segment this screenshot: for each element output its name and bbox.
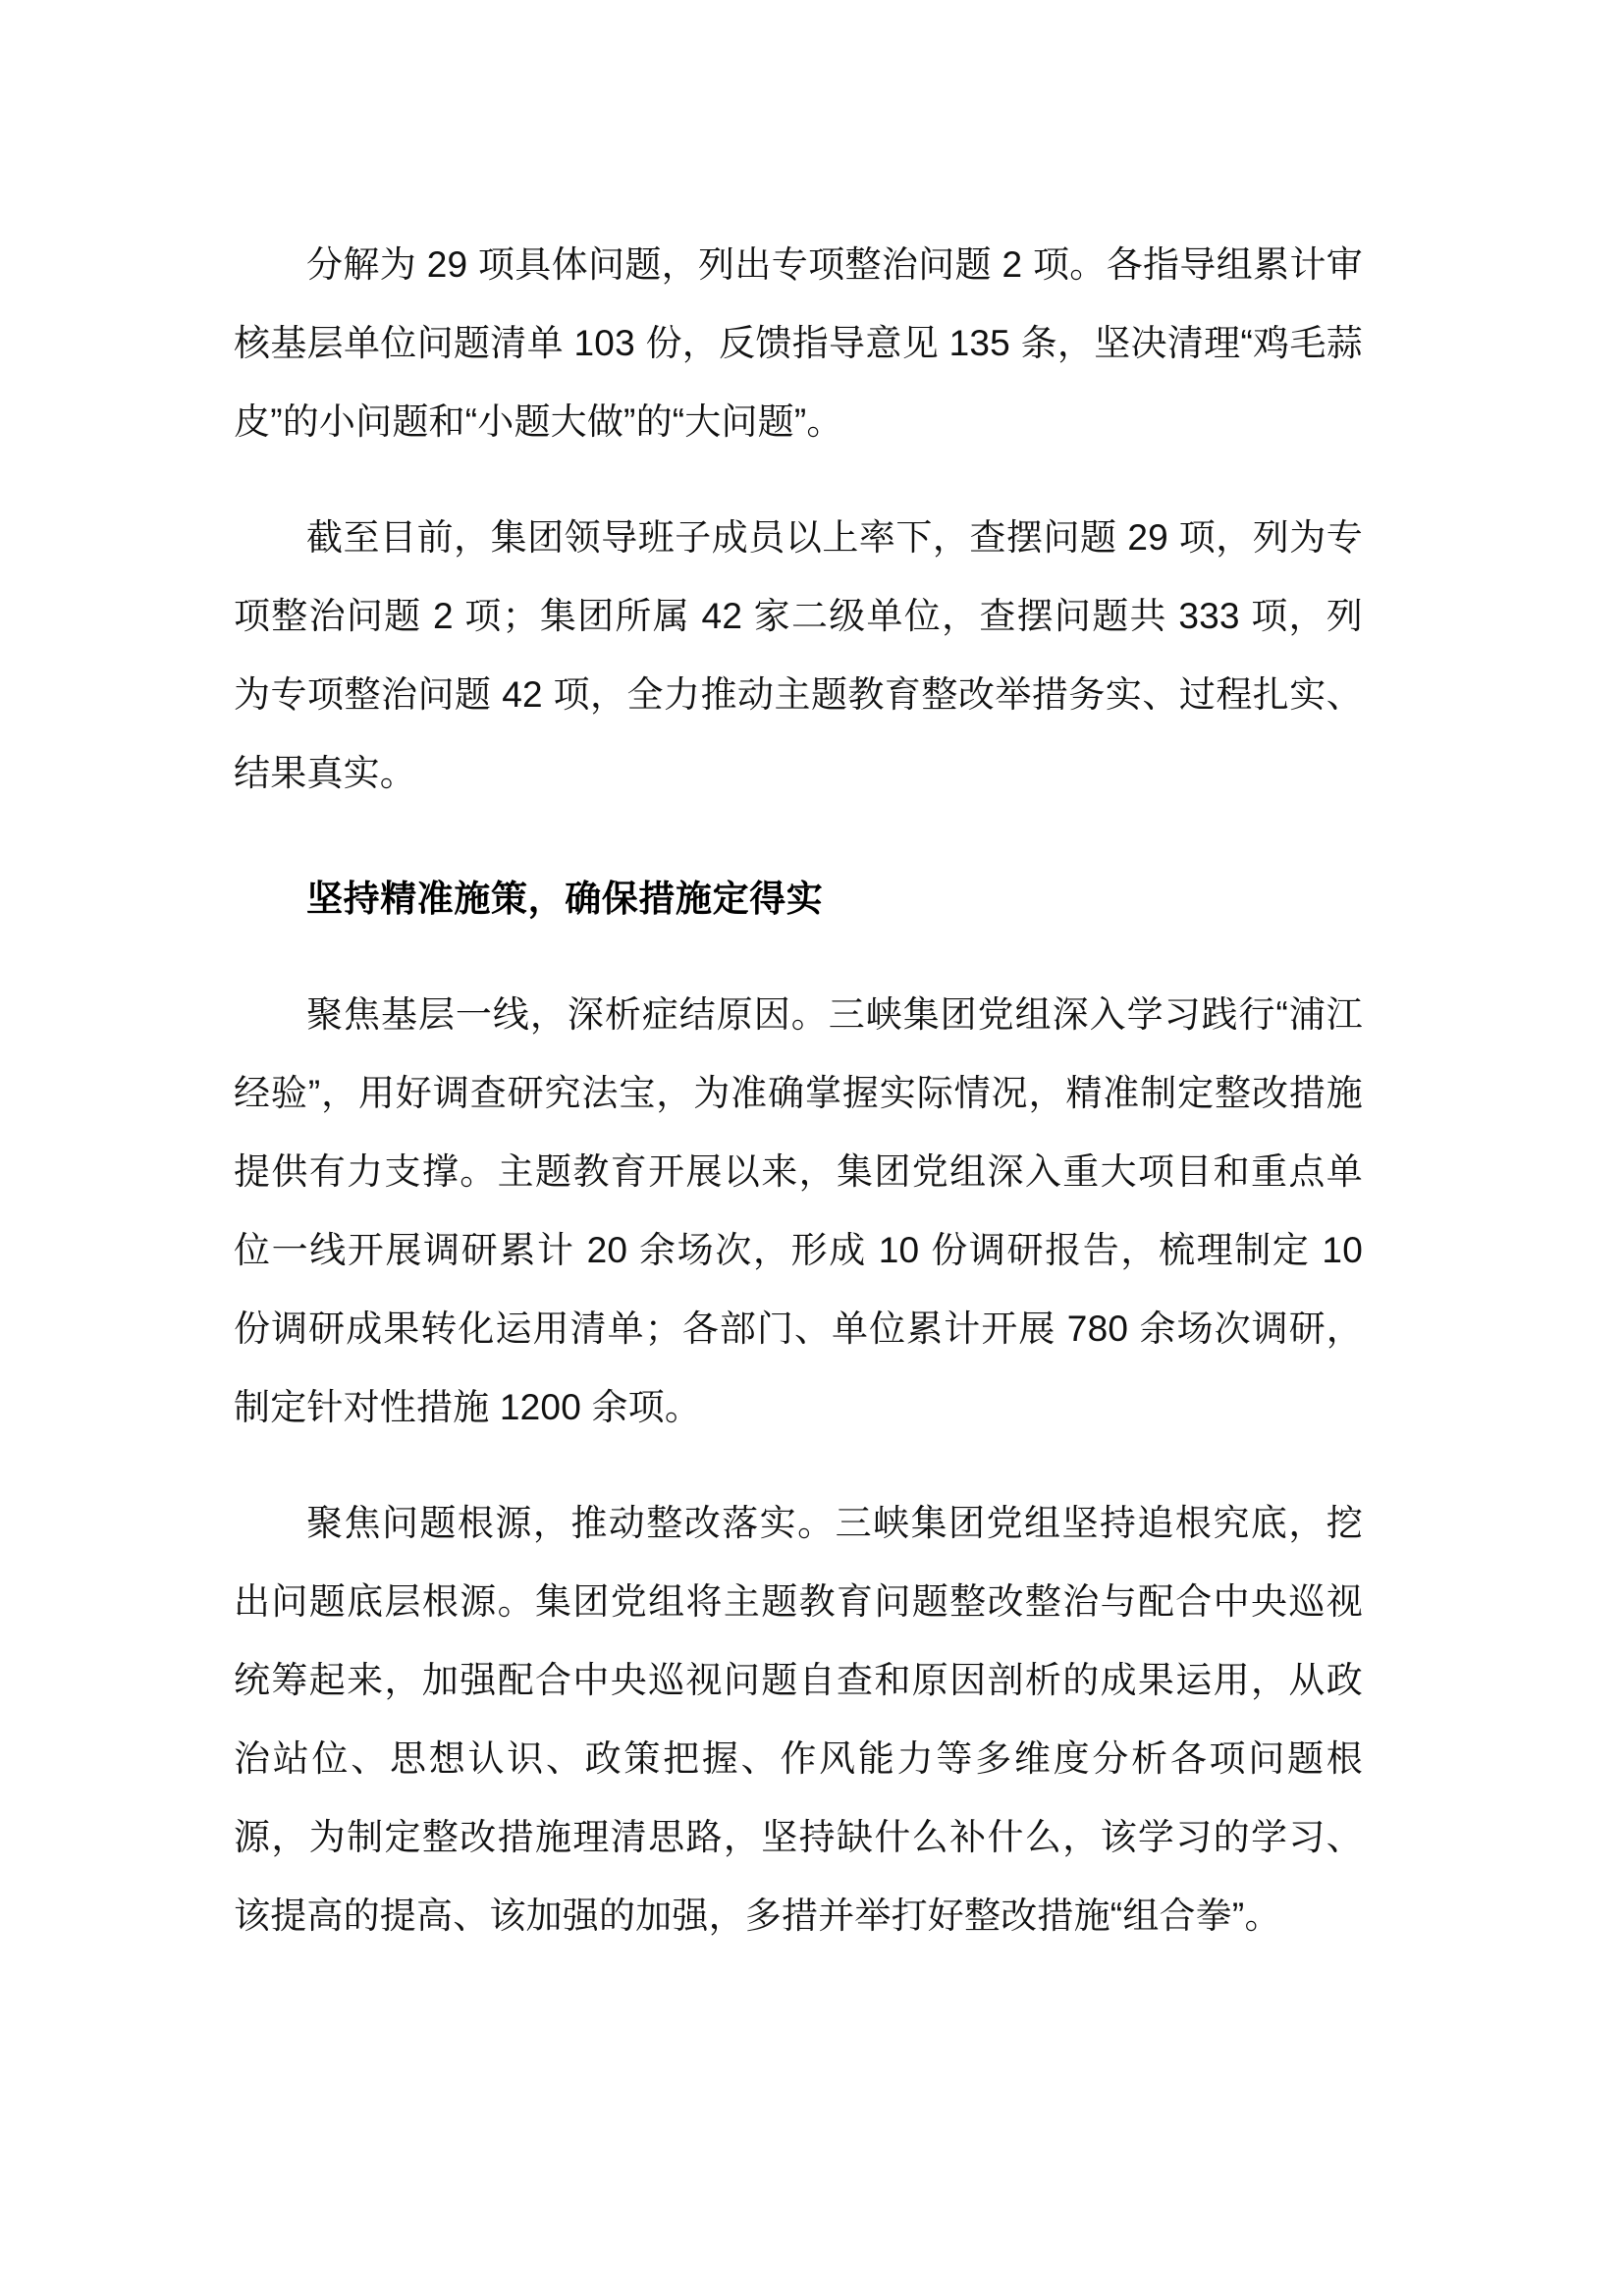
paragraph-grassroots-research: 聚焦基层一线，深析症结原因。三峡集团党组深入学习践行“浦江经验”，用好调查研究法宝，为准确掌握实际情况，精准制定整改措施提供有力支撑。主题教育开展以来，集团党组深入重大项目和重点单位一线开展调研累计 20 余场次，形成 10 份调研报告，梳理制定 10 份调研成果转化运用清单；各部门、单位累计开展 780 余场次调研，制定针对性措施 1200 余项。 [234,994,1363,1427]
paragraph-problem-breakdown: 分解为 29 项具体问题，列出专项整治问题 2 项。各指导组累计审核基层单位问题清单 103 份，反馈指导意见 135 条，坚决清理“鸡毛蒜皮”的小问题和“小题大做”的“大问题”。 [234,244,1363,442]
paragraph-current-status: 截至目前，集团领导班子成员以上率下，查摆问题 29 项，列为专项整治问题 2 项；集团所属 42 家二级单位，查摆问题共 333 项，列为专项整治问题 42 项，全力推动主题教育整改举措务实、过程扎实、结果真实。 [234,517,1363,793]
heading-precise-policy: 坚持精准施策，确保措施定得实 [306,879,824,919]
document-body [234,226,1363,1955]
paragraph-root-cause: 聚焦问题根源，推动整改落实。三峡集团党组坚持追根究底，挖出问题底层根源。集团党组将主题教育问题整改整治与配合中央巡视统筹起来，加强配合中央巡视问题自查和原因剖析的成果运用，从政治站位、思想认识、政策把握、作风能力等多维度分析各项问题根源，为制定整改措施理清思路，坚持缺什么补什么，该学习的学习、该提高的提高、该加强的加强，多措并举打好整改措施“组合拳”。 [234,1503,1363,1936]
